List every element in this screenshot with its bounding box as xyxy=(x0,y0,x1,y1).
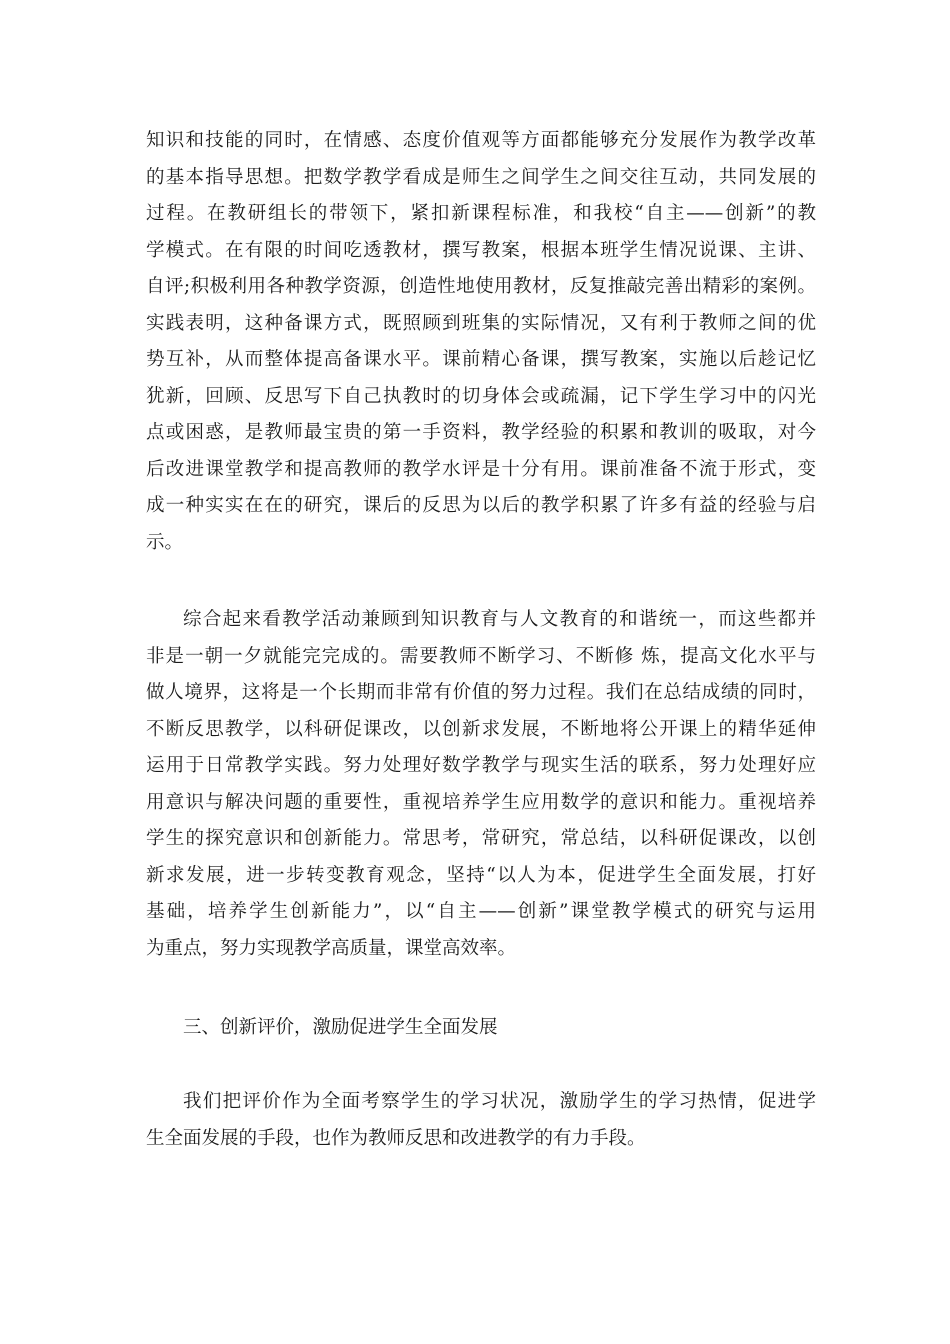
paragraph-2 xyxy=(146,602,816,967)
text-line: 非是一朝一夕就能完完成的。需要教师不断学习、不断修 炼，提高文化水平与 xyxy=(146,645,816,667)
paragraph-1 xyxy=(146,123,816,561)
text-line: 势互补，从而整体提高备课水平。课前精心备课，撰写教案，实施以后趁记忆 xyxy=(146,349,816,370)
text-line: 不断反思教学，以科研促课改，以创新求发展，不断地将公开课上的精华延伸 xyxy=(146,718,816,740)
text-line: 生全面发展的手段，也作为教师反思和改进教学的有力手段。 xyxy=(146,1127,646,1149)
text-line: 成一种实实在在的研究，课后的反思为以后的教学积累了许多有益的经验与启 xyxy=(146,495,816,516)
section-heading xyxy=(146,1010,816,1047)
text-line: 自评;积极利用各种教学资源，创造性地使用教材，反复推敲完善出精彩的案例。 xyxy=(146,276,816,297)
text-line: 实践表明，这种备课方式，既照顾到班集的实际情况，又有利于教师之间的优 xyxy=(146,312,816,334)
text-line: 学模式。在有限的时间吃透教材，撰写教案，根据本班学生情况说课、主讲、 xyxy=(146,239,816,261)
text-line: 综合起来看教学活动兼顾到知识教育与人文教育的和谐统一，而这些都并 xyxy=(183,609,816,630)
text-line: 基础，培养学生创新能力”，以“自主——创新”课堂教学模式的研究与运用 xyxy=(146,901,816,922)
text-line: 运用于日常教学实践。努力处理好数学教学与现实生活的联系，努力处理好应 xyxy=(146,755,816,776)
text-line: 过程。在教研组长的带领下，紧扣新课程标准，和我校“自主——创新”的教 xyxy=(146,203,816,224)
text-line: 示。 xyxy=(146,531,184,553)
section-heading-text: 三、创新评价，激励促进学生全面发展 xyxy=(183,1017,498,1038)
text-line: 为重点，努力实现教学高质量，课堂高效率。 xyxy=(146,937,517,959)
text-line: 的基本指导思想。把数学教学看成是师生之间学生之间交往互动，共同发展的 xyxy=(146,166,816,188)
text-line: 点或困惑，是教师最宝贵的第一手资料，教学经验的积累和教训的吸取，对今 xyxy=(146,422,816,443)
text-line: 后改进课堂教学和提高教师的教学水评是十分有用。课前准备不流于形式，变 xyxy=(146,458,816,480)
text-line: 我们把评价作为全面考察学生的学习状况，激励学生的学习热情，促进学 xyxy=(183,1091,816,1112)
text-line: 新求发展，进一步转变教育观念，坚持“以人为本，促进学生全面发展，打好 xyxy=(146,864,816,886)
text-line: 做人境界，这将是一个长期而非常有价值的努力过程。我们在总结成绩的同时， xyxy=(146,682,816,703)
text-line: 学生的探究意识和创新能力。常思考，常研究，常总结，以科研促课改，以创 xyxy=(146,828,816,849)
text-line: 犹新，回顾、反思写下自己执教时的切身体会或疏漏，记下学生学习中的闪光 xyxy=(146,385,816,407)
text-line: 知识和技能的同时，在情感、态度价值观等方面都能够充分发展作为教学改革 xyxy=(146,130,816,151)
text-line: 用意识与解决问题的重要性，重视培养学生应用数学的意识和能力。重视培养 xyxy=(146,791,816,813)
paragraph-3 xyxy=(146,1084,816,1157)
